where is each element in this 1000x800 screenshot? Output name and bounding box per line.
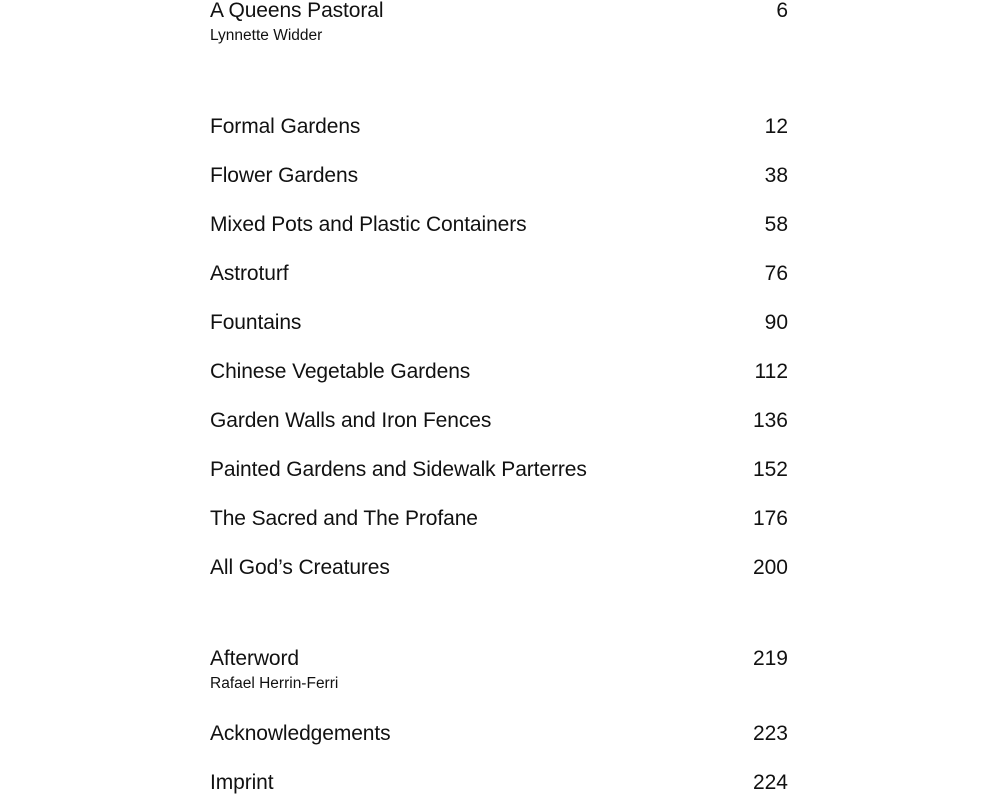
toc-row [210,771,788,795]
toc-page-number: 90 [764,311,788,334]
toc-row [210,115,788,139]
toc-title: Mixed Pots and Plastic Containers [210,213,527,236]
toc-entry-painted-gardens [210,458,788,482]
toc-row [210,409,788,433]
toc-page-number: 112 [754,360,788,383]
toc-page-number: 38 [764,164,788,187]
toc-entry-garden-walls [210,409,788,433]
toc-page-number: 219 [752,647,788,670]
toc-page-number: 136 [752,409,788,432]
toc-page-number: 76 [764,262,788,285]
toc-row [210,164,788,188]
toc-row [210,458,788,482]
toc-title: Imprint [210,771,274,794]
toc-row [210,722,788,746]
toc-page-number: 223 [752,722,788,745]
toc-title: The Sacred and The Profane [210,507,478,530]
toc-title: Painted Gardens and Sidewalk Parterres [210,458,587,481]
toc-title: Flower Gardens [210,164,358,187]
toc-page-number: 152 [752,458,788,481]
toc-page-number: 12 [764,115,788,138]
toc-row [210,556,788,580]
toc-page-number: 200 [752,556,788,579]
toc-row [210,360,788,384]
toc-row [210,507,788,531]
toc-title: A Queens Pastoral [210,0,384,22]
toc-page-number: 6 [776,0,788,22]
toc-title: Chinese Vegetable Gardens [210,360,471,383]
toc-row [210,213,788,237]
toc-title: All God’s Creatures [210,556,390,579]
toc-entry-all-gods-creatures [210,556,788,580]
toc-page-number: 176 [752,507,788,530]
toc-entry-flower-gardens [210,164,788,188]
toc-entry-afterword [210,647,788,693]
toc-entry-imprint [210,771,788,795]
toc-row [210,647,788,671]
toc-entry-formal-gardens [210,115,788,139]
toc-entry-fountains [210,311,788,335]
toc-title: Acknowledgements [210,722,391,745]
toc-entry-sacred-profane [210,507,788,531]
toc-title: Garden Walls and Iron Fences [210,409,492,432]
toc-entry-chinese-vegetable-gardens [210,360,788,384]
toc-title: Afterword [210,647,299,670]
toc-row [210,262,788,286]
toc-entry-queens-pastoral [210,0,788,45]
toc-author: Rafael Herrin-Ferri [210,675,339,692]
toc-title: Fountains [210,311,302,334]
toc-author: Lynnette Widder [210,27,323,44]
toc-title: Formal Gardens [210,115,361,138]
toc-entry-acknowledgements [210,722,788,746]
toc-page-number: 58 [764,213,788,236]
toc-title: Astroturf [210,262,289,285]
toc-row [210,0,788,23]
toc-entry-astroturf [210,262,788,286]
toc-page-number: 224 [752,771,788,794]
toc-row [210,311,788,335]
toc-entry-mixed-pots [210,213,788,237]
